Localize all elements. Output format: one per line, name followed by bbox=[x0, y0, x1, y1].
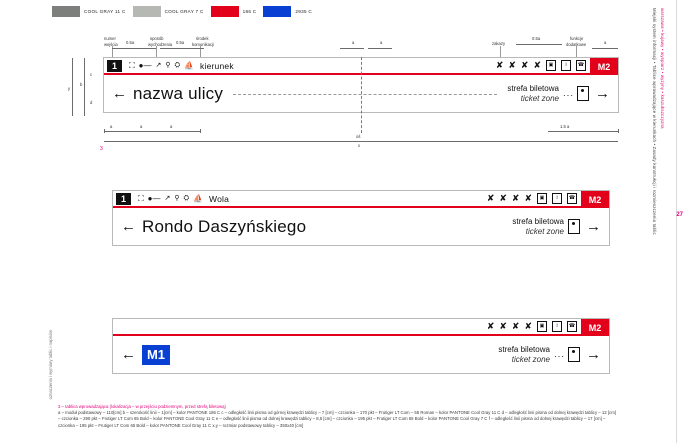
dim-line bbox=[112, 48, 156, 49]
color-legend bbox=[52, 6, 319, 17]
sign-middle bbox=[112, 190, 610, 246]
sign-middle-header bbox=[113, 191, 609, 208]
page-spine bbox=[653, 8, 669, 428]
ticket-machine-icons bbox=[563, 86, 589, 101]
line-number-badge: 1 bbox=[107, 60, 122, 72]
ticket-machine-icon bbox=[577, 86, 589, 101]
dim-x15: 1.5 a bbox=[560, 124, 570, 129]
prohibition-icon-group bbox=[496, 60, 586, 71]
legend-label: COOL GRAY 11 C bbox=[84, 9, 126, 14]
ferry-icon: ⛭ bbox=[183, 195, 190, 202]
spine-text-secondary: Miejski system informacji • Tablice wprowadzające w kierunkach • Zasady konstrukcji i rozmieszczenia tablic bbox=[652, 8, 657, 235]
bus-icon: ●— bbox=[138, 60, 152, 70]
dim-line bbox=[368, 48, 392, 49]
arrow-right-icon: → bbox=[586, 218, 601, 235]
ticket-machine-icon bbox=[568, 219, 580, 234]
dim-a-bottom-3: a bbox=[170, 124, 173, 129]
legend-swatch bbox=[211, 6, 239, 17]
dim-line bbox=[592, 48, 618, 49]
dim-a-bottom-1: a bbox=[110, 124, 113, 129]
transport-mode-icons bbox=[129, 62, 194, 70]
street-name: nazwa ulicy bbox=[133, 83, 224, 103]
rail-icon: ↗ bbox=[164, 195, 171, 202]
dim-x: x bbox=[358, 143, 361, 148]
dim-tick bbox=[200, 129, 201, 133]
page-edge-rule bbox=[676, 0, 677, 443]
footnote-body: a – moduł podstawowy – 110[cm] b – szerokość linii – 1[cm] – kolor PANTONE 186 C c – odległość linii pisma od górnej krawędzi tablicy – 7 [cm] – czcionka – 170 pkt – Frutiger LT Com – 55 Roman – kolor PANTONE Cool Gray 11 C d – odległość linii pisma od dolnej krawędzi tablicy – 12 [cm] – czcionka – 290 pkt – Frutiger LT Com 65 Bold – kolor PANTONE Cool Gray 11 C e – odległość linii pisma od dolnej krawędzi tablicy – 8,5 [cm] – czcionka – 195 pkt – Frutiger LT Com 65 Bold – kolor PANTONE Cool Gray 7 C f – odległość linii pisma od dolnej krawędzi tablicy – 17 [cm] – czcionka – 195 pkt – Frutiger LT Com 65 Bold – kolor PANTONE Cool Gray 11 C x,y – rozmiar podstawowy tablicy – 350x40 [cm] bbox=[58, 410, 616, 428]
ticket-icon: ▣ bbox=[546, 60, 556, 71]
metro-line-badge: M2 bbox=[581, 191, 609, 208]
sign-bottom bbox=[112, 318, 610, 374]
legend-item bbox=[133, 6, 211, 17]
callout-entry-number-2: wejścia bbox=[104, 42, 118, 47]
info-icon: i bbox=[552, 193, 562, 204]
dim-b: b bbox=[80, 82, 83, 87]
phone-icon: ☎ bbox=[567, 321, 577, 332]
dim-line bbox=[340, 48, 364, 49]
callout-exit: sposób bbox=[150, 36, 164, 41]
legend-item bbox=[211, 6, 264, 17]
arrow-left-icon: ← bbox=[121, 218, 136, 235]
dim-line bbox=[516, 44, 562, 45]
ticket-machine-icons bbox=[568, 219, 580, 234]
dim-line bbox=[548, 131, 618, 132]
axis-label: oś bbox=[356, 134, 361, 139]
page-number: 27 bbox=[676, 212, 683, 218]
left-caption-text: oznaczenia i wymiary tablic i napisów bbox=[48, 330, 53, 400]
callout-transport-2: komunikacji bbox=[192, 42, 214, 47]
sign-bottom-header bbox=[113, 319, 609, 336]
dim-c: c bbox=[90, 72, 93, 77]
callout-extra-functions-2: dodatkowe bbox=[566, 42, 587, 47]
dots-icon: ․․․ bbox=[553, 350, 565, 359]
no-skate-icon: ✘ bbox=[533, 60, 541, 70]
bus-icon: ●— bbox=[147, 193, 161, 203]
ferry-icon: ⛭ bbox=[174, 62, 181, 69]
legend-swatch bbox=[263, 6, 291, 17]
footnote-heading: 3 – tablica wprowadzająca (lokalizacja – w przejściu podziemnym, przed strefą biletową) bbox=[58, 404, 226, 409]
ticket-machine-icons bbox=[554, 347, 580, 362]
dim-d: d bbox=[90, 100, 93, 105]
ticket-icon: ▣ bbox=[537, 321, 547, 332]
ticket-zone-title: strefa biletowa bbox=[512, 216, 564, 226]
bike-icon: ⚲ bbox=[165, 62, 171, 69]
ticket-icon: ▣ bbox=[537, 193, 547, 204]
sign-middle-body bbox=[113, 208, 609, 245]
placeholder-rule bbox=[233, 93, 497, 95]
prohibition-icon-group bbox=[487, 321, 577, 332]
dim-a-top-3: a bbox=[604, 40, 607, 45]
legend-label: 186 C bbox=[242, 9, 257, 14]
info-icon: i bbox=[552, 321, 562, 332]
center-axis bbox=[361, 57, 362, 133]
phone-icon: ☎ bbox=[576, 60, 586, 71]
ticket-zone-subtitle: ticket zone bbox=[511, 354, 550, 364]
legend-label: COOL GRAY 7 C bbox=[164, 9, 204, 14]
metro-line-badge: M2 bbox=[581, 319, 609, 336]
arrow-left-icon: ← bbox=[112, 85, 127, 102]
dim-line bbox=[160, 48, 204, 49]
legend-swatch bbox=[133, 6, 161, 17]
no-smoking-icon: ✘ bbox=[495, 60, 504, 70]
street-name: Rondo Daszyńskiego bbox=[142, 216, 307, 236]
train-icon: ⛵ bbox=[193, 193, 204, 203]
callout-exit-2: wychodzenia bbox=[148, 42, 173, 47]
destination-label: kierunek bbox=[200, 60, 234, 71]
no-dog-icon: ✘ bbox=[499, 321, 507, 331]
dim-line bbox=[84, 58, 85, 116]
legend-label: 2935 C bbox=[295, 9, 312, 14]
ticket-zone-subtitle: ticket zone bbox=[525, 226, 564, 236]
dim-a-bottom-2: a bbox=[140, 124, 143, 129]
dots-icon: ․․․ bbox=[562, 89, 574, 98]
callout-entry-number: numer bbox=[104, 36, 116, 41]
no-bike-icon: ✘ bbox=[511, 321, 520, 331]
tram-icon: ⛶ bbox=[129, 60, 135, 70]
no-skate-icon: ✘ bbox=[524, 193, 532, 203]
dim-a-top-1: a bbox=[352, 40, 355, 45]
dim-line bbox=[104, 131, 200, 132]
legend-item bbox=[263, 6, 319, 17]
dim-tick bbox=[104, 129, 105, 133]
destination-label: Wola bbox=[209, 193, 230, 204]
no-smoking-icon: ✘ bbox=[486, 321, 495, 331]
arrow-right-icon: → bbox=[586, 346, 601, 363]
prohibition-icon-group bbox=[487, 193, 577, 204]
ticket-zone-title: strefa biletowa bbox=[507, 83, 559, 93]
dim-y: y bbox=[68, 86, 71, 91]
legend-swatch bbox=[52, 6, 80, 17]
ticket-zone-subtitle: ticket zone bbox=[520, 93, 559, 103]
dim-tick bbox=[618, 129, 619, 133]
sign-index-3: 3 bbox=[100, 146, 103, 152]
no-bike-icon: ✘ bbox=[520, 60, 529, 70]
metro-line-m1-badge: M1 bbox=[142, 345, 170, 365]
ticket-zone-text bbox=[498, 345, 554, 365]
no-bike-icon: ✘ bbox=[511, 193, 520, 203]
no-skate-icon: ✘ bbox=[524, 321, 532, 331]
no-dog-icon: ✘ bbox=[508, 60, 516, 70]
no-smoking-icon: ✘ bbox=[486, 193, 495, 203]
no-dog-icon: ✘ bbox=[499, 193, 507, 203]
tram-icon: ⛶ bbox=[138, 193, 144, 203]
dim-half-a-2: 0.5a bbox=[176, 40, 185, 45]
ticket-zone-title: strefa biletowa bbox=[498, 344, 550, 354]
train-icon: ⛵ bbox=[184, 60, 195, 70]
ticket-machine-icon bbox=[568, 347, 580, 362]
rail-icon: ↗ bbox=[155, 62, 162, 69]
line-number-badge: 1 bbox=[116, 193, 131, 205]
arrow-left-icon: ← bbox=[121, 346, 136, 363]
dim-line-total-x bbox=[104, 141, 618, 142]
dim-half-a-1: 0.5a bbox=[126, 40, 135, 45]
bike-icon: ⚲ bbox=[174, 195, 180, 202]
transport-mode-icons bbox=[138, 195, 203, 203]
callout-transport: środek bbox=[196, 36, 209, 41]
sign-bottom-body bbox=[113, 336, 609, 373]
dim-line bbox=[72, 58, 73, 116]
dim-a-top-2: a bbox=[380, 40, 383, 45]
footnote bbox=[58, 404, 618, 429]
ticket-zone-text bbox=[507, 84, 563, 104]
ticket-zone-text bbox=[512, 217, 568, 237]
info-icon: i bbox=[561, 60, 571, 71]
phone-icon: ☎ bbox=[567, 193, 577, 204]
callout-prohibitions: zakazy bbox=[492, 41, 506, 46]
arrow-right-icon: → bbox=[595, 85, 610, 102]
dim-half-a-3: 0.5a bbox=[532, 36, 541, 41]
left-caption bbox=[48, 330, 62, 400]
callout-extra-functions: funkcje bbox=[570, 36, 584, 41]
metro-line-badge: M2 bbox=[590, 58, 618, 75]
spine-text-primary: warszawa • kujawy • wyspiarz • wyżyny • kaszubszczyzna bbox=[660, 8, 665, 129]
legend-item bbox=[52, 6, 133, 17]
